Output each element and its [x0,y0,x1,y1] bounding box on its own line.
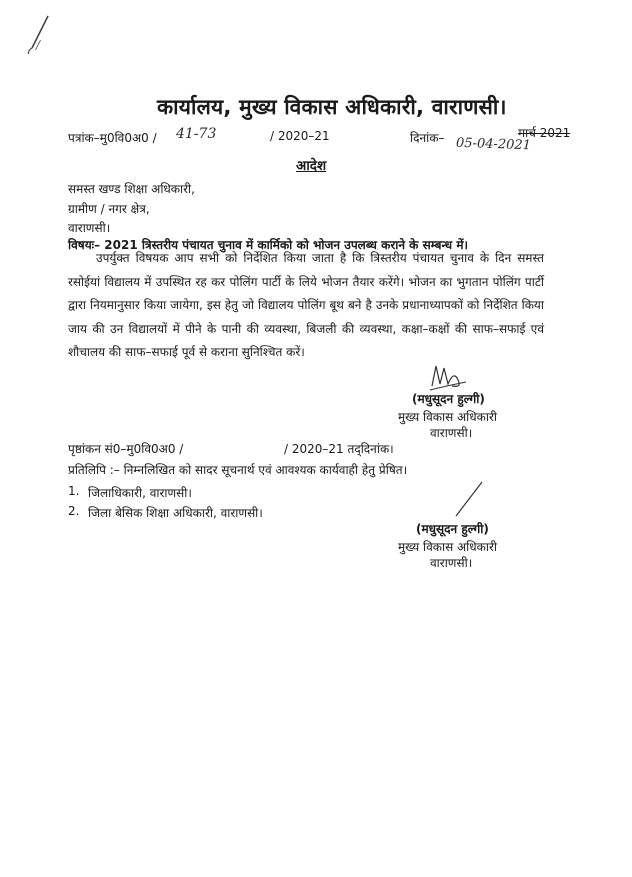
date-label: दिनांक– [410,131,445,145]
office-title: कार्यालय, मुख्य विकास अधिकारी, वाराणसी। [157,95,507,119]
signature-1-scribble [428,362,470,392]
reference-label: पत्रांक–मु0वि0अ0 / [68,131,157,145]
copy-line: प्रतिलिपि :– निम्नलिखित को सादर सूचनार्थ एवं आवश्यक कार्यवाही हेतु प्रेषित। [68,463,408,477]
signature-2-name: (मधुसूदन हुल्गी) [416,522,489,536]
reference-year: / 2020–21 [270,129,330,143]
subject-line: विषयः– 2021 त्रिस्तरीय पंचायत चुनाव में कार्मिको को भोजन उपलब्ध कराने के सम्बन्ध में। [68,238,469,252]
recipient-1-text: जिलाधिकारी, वाराणसी। [88,486,192,500]
corner-mark-text: / [36,38,41,52]
signature-1-place: वाराणसी। [430,426,473,440]
signature-2-designation: मुख्य विकास अधिकारी [398,540,497,554]
endorsement-ref-date: / 2020–21 तद्‌दिनांक। [284,442,394,456]
recipient-1-number: 1. [68,484,80,498]
body-paragraph: उपर्युक्त विषयक आप सभी को निर्देशित किया जाता है कि त्रिस्तरीय पंचायत चुनाव के दिन समस्त रसोईयां विद्यालय में उपस्थित रह कर पोलिंग पार्टी के लिये भोजन तैयार करेंगे। भोजन का भुगतान पोलिंग पार्टी द्वारा नियमानुसार किया जायेगा, इस हेतु जो विद्यालय पोलिंग बूथ बने है उनके प्रधानाध्यापकों को निर्देशित किया जाय की उन विद्यालयों में पीने के पानी की व्यवस्था, बिजली की व्यवस्था, कक्षा–कक्षों की साफ–सफाई एवं शौचालय की साफ–सफाई पूर्व से कराना सुनिश्चित करें। [68,251,544,359]
addressee-line-1: समस्त खण्ड शिक्षा अधिकारी, [68,182,195,196]
signature-2-place: वाराणसी। [430,556,473,570]
recipient-2-number: 2. [68,504,80,518]
date-struck: मार्च 2021 [518,126,571,140]
signature-2-stroke [452,480,488,520]
signature-1-name: (मधुसूदन हुल्गी) [412,392,485,406]
signature-1-designation: मुख्य विकास अधिकारी [398,410,497,424]
reference-number-handwritten: 41-73 [176,126,217,142]
endorsement-ref-label: पृष्ठांकन सं0–मु0वि0अ0 / [68,442,184,456]
addressee-line-2: ग्रामीण / नगर क्षेत्र, [68,202,150,216]
recipient-2-text: जिला बेसिक शिक्षा अधिकारी, वाराणसी। [88,506,263,520]
date-handwritten: 05-04-2021 [455,135,532,154]
order-heading: आदेश [296,158,327,174]
addressee-line-3: वाराणसी। [68,221,111,235]
